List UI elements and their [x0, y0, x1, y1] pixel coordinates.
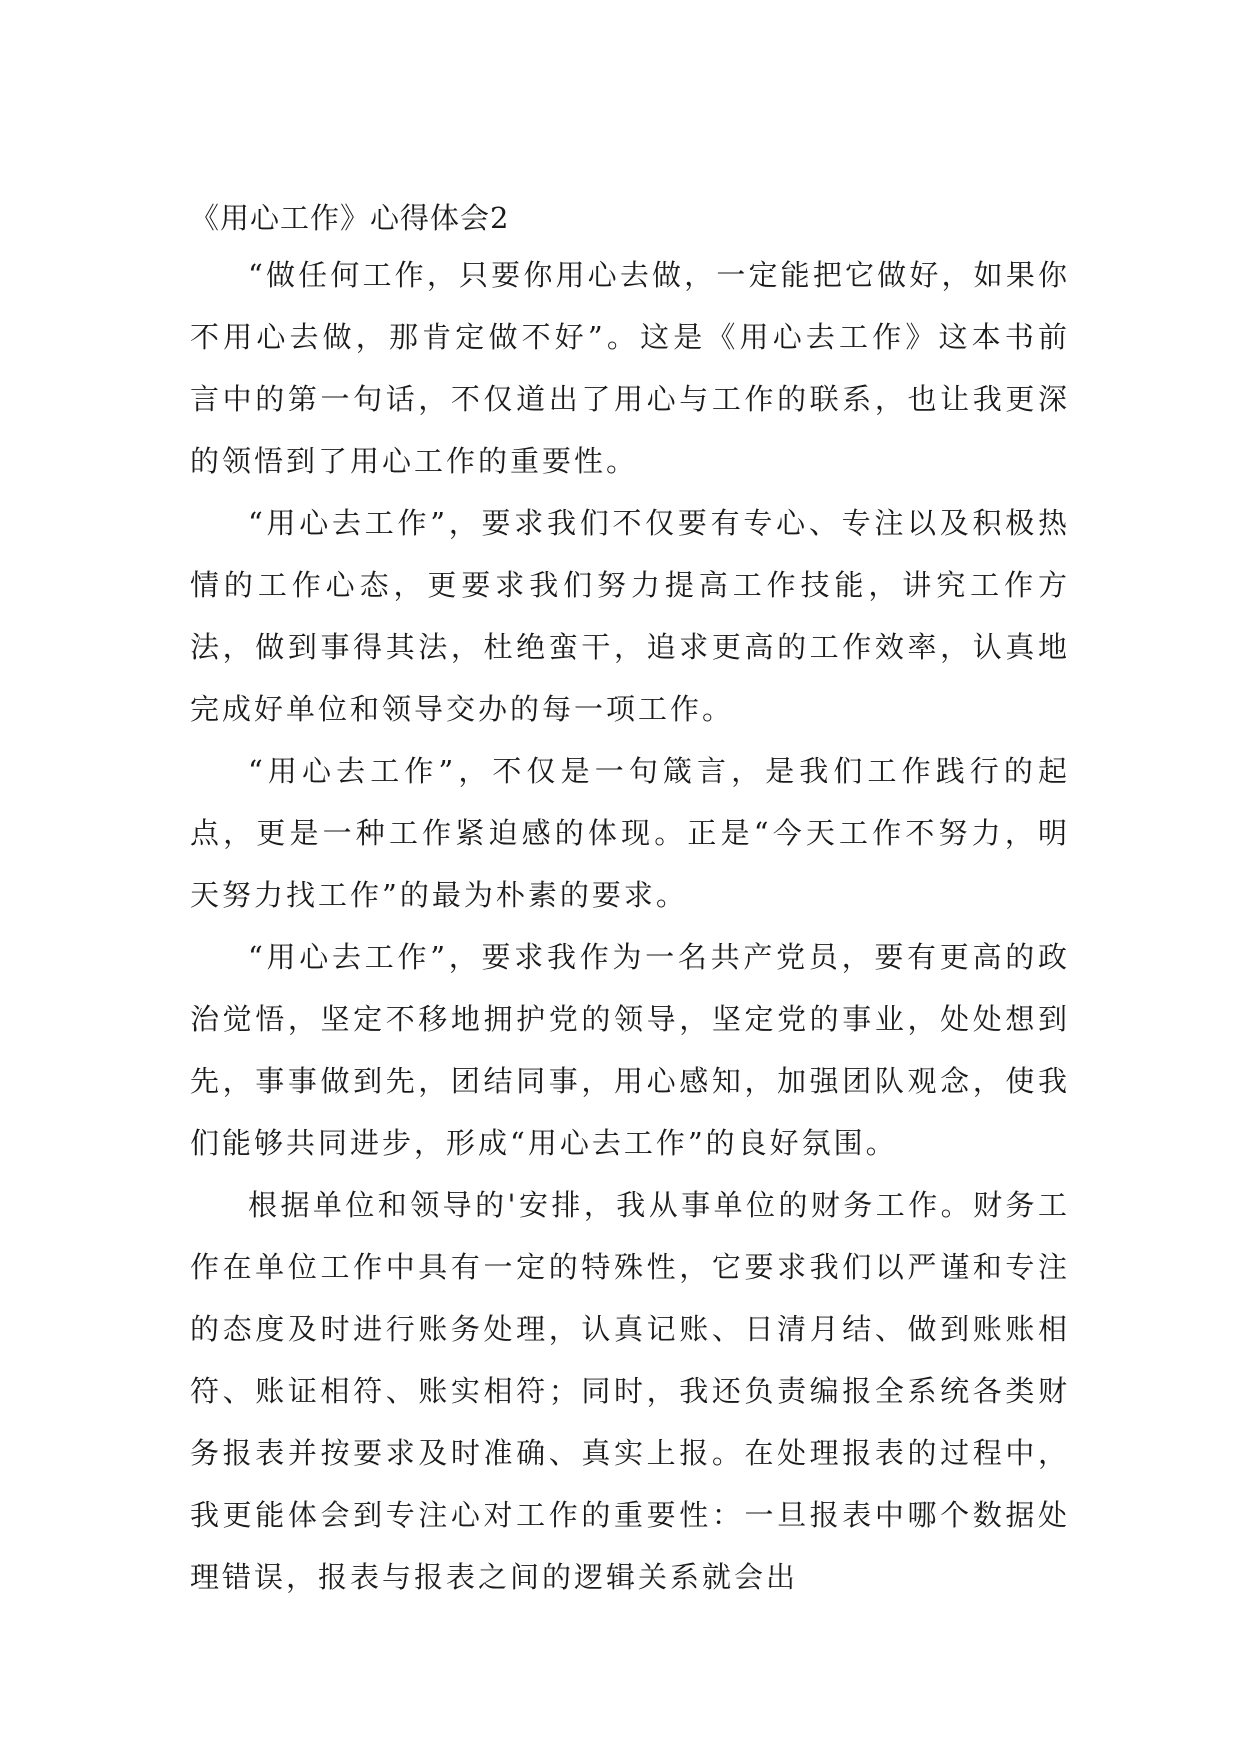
- document-body: [190, 192, 1070, 1608]
- paragraph-2: “用心去工作”，要求我们不仅要有专心、专注以及积极热情的工作心态，更要求我们努力提高工作技能，讲究工作方法，做到事得其法，杜绝蛮干，追求更高的工作效率，认真地完成好单位和领导交办的每一项工作。: [190, 506, 1070, 726]
- paragraph-3: “用心去工作”，不仅是一句箴言，是我们工作践行的起点，更是一种工作紧迫感的体现。正是“今天工作不努力，明天努力找工作”的最为朴素的要求。: [190, 754, 1070, 912]
- paragraph-1: “做任何工作，只要你用心去做，一定能把它做好，如果你不用心去做，那肯定做不好”。这是《用心去工作》这本书前言中的第一句话，不仅道出了用心与工作的联系，也让我更深的领悟到了用心工作的重要性。: [190, 258, 1070, 478]
- paragraph-4: “用心去工作”，要求我作为一名共产党员，要有更高的政治觉悟，坚定不移地拥护党的领导，坚定党的事业，处处想到先，事事做到先，团结同事，用心感知，加强团队观念，使我们能够共同进步，形成“用心去工作”的良好氛围。: [190, 940, 1070, 1160]
- document-title: 《用心工作》心得体会2: [190, 201, 510, 235]
- paragraph-5: 根据单位和领导的'安排，我从事单位的财务工作。财务工作在单位工作中具有一定的特殊性，它要求我们以严谨和专注的态度及时进行账务处理，认真记账、日清月结、做到账账相符、账证相符、账实相符；同时，我还负责编报全系统各类财务报表并按要求及时准确、真实上报。在处理报表的过程中，我更能体会到专注心对工作的重要性：一旦报表中哪个数据处理错误，报表与报表之间的逻辑关系就会出: [190, 1188, 1070, 1594]
